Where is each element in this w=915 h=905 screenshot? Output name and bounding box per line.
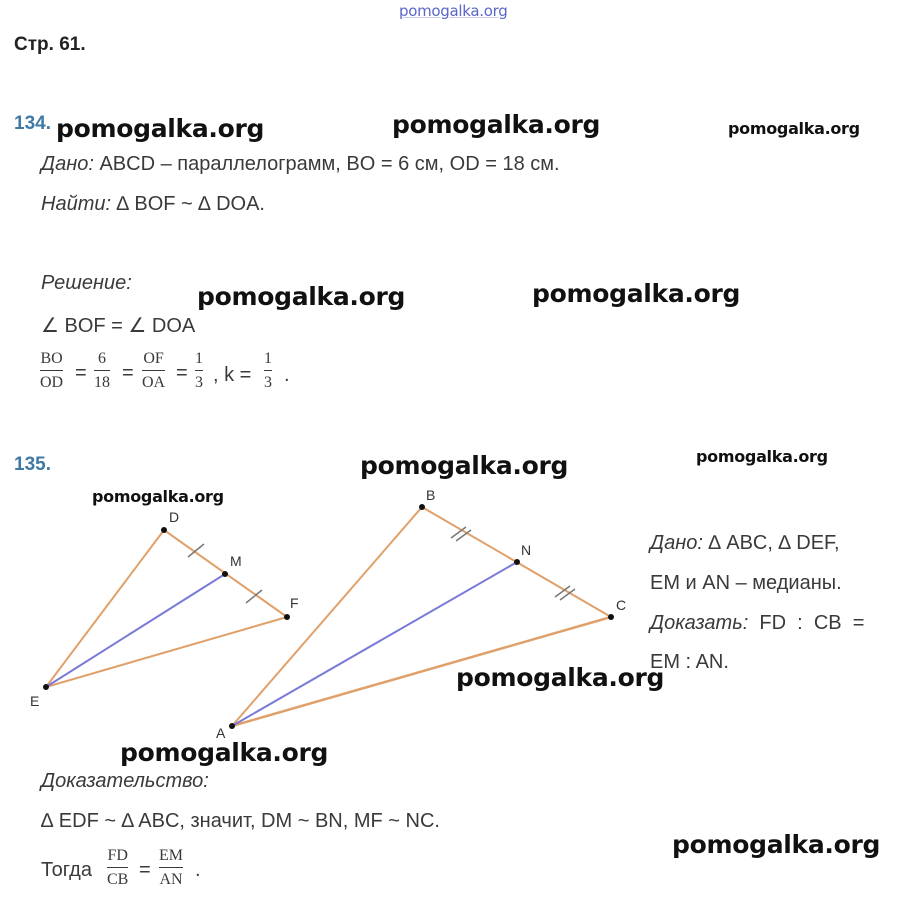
period: . [284,364,290,386]
median-em [46,574,225,687]
watermark-large: pomogalka.org [197,282,406,311]
fraction-k [264,350,272,392]
side-ab [232,507,422,726]
point-c [608,614,614,620]
equals-sign: = [75,362,87,384]
label-m: M [230,553,242,569]
task-135-given-line2: EM и AN – медианы. [650,572,842,594]
task-135-number: 135. [14,454,51,475]
watermark-large: pomogalka.org [532,279,741,308]
given-label: Дано: [650,532,703,554]
fraction-denominator: 3 [264,374,272,391]
label-e: E [30,693,40,709]
point-e [43,684,49,690]
watermark-large: pomogalka.org [56,114,265,143]
then-text: Тогда [41,859,92,881]
fraction-denominator: OD [40,374,64,391]
fraction-bo-od [40,350,63,392]
label-d: D [169,509,180,525]
given-label: Дано: [41,153,94,175]
equals-sign: = [139,859,151,881]
label-c: C [616,597,627,613]
median-an [232,562,517,726]
watermark-large: pomogalka.org [360,451,569,480]
equals-sign: = [122,362,134,384]
fraction-denominator: AN [159,871,183,888]
fraction-numerator: BO [40,350,63,367]
task-134-angle-line: ∠ BOF = ∠ DOA [41,315,196,337]
label-n: N [521,542,532,558]
fraction-numerator: FD [107,847,128,864]
fraction-6-18 [94,350,110,392]
side-de [46,530,164,687]
prove-label: Доказать: [650,612,749,634]
fraction-numerator: EM [159,847,183,864]
task-135-prove-line2: EM : AN. [650,651,729,673]
find-label: Найти: [41,193,112,215]
task-135-prove [650,612,864,635]
fraction-numerator: 1 [264,350,272,367]
label-f: F [290,595,299,611]
task-134-number: 134. [14,113,51,134]
k-text: , k = [213,364,252,386]
side-ef [46,617,287,687]
fraction-numerator: 6 [98,350,106,367]
point-n [514,559,520,565]
fraction-em-an [159,847,183,889]
page-label: Стр. 61. [14,34,86,55]
task-134-solution-label: Решение: [41,272,132,294]
task-134-given [41,153,560,176]
fraction-denominator: OA [142,374,166,391]
watermark-small: pomogalka.org [92,487,224,506]
task-134-find [41,193,265,216]
prove-text: FD : CB = [748,612,865,634]
proof-line: ∆ EDF ~ ∆ ABC, значит, DM ~ BN, MF ~ NC. [41,810,440,832]
watermark-large: pomogalka.org [120,738,329,767]
triangles-diagram [0,470,640,750]
equals-sign: = [176,362,188,384]
fraction-1-3 [195,350,203,392]
watermark-small: pomogalka.org [696,447,828,466]
label-a: A [216,725,226,741]
point-a [229,723,235,729]
task-135-given [650,532,840,555]
label-b: B [426,487,436,503]
watermark-large: pomogalka.org [456,663,665,692]
watermark-large: pomogalka.org [392,110,601,139]
find-text: ∆ BOF ~ ∆ DOA. [111,193,265,215]
tick-dm [188,544,204,557]
watermark-small: pomogalka.org [728,119,860,138]
period: . [195,859,201,881]
point-f [284,614,290,620]
given-text: ABCD – параллелограмм, BO = 6 см, OD = 18 см. [93,153,560,175]
fraction-denominator: 3 [195,374,203,391]
fraction-denominator: 18 [94,374,110,391]
watermark-top: pomogalka.org [399,2,508,20]
watermark-large: pomogalka.org [672,830,881,859]
point-d [161,527,167,533]
fraction-numerator: OF [143,350,164,367]
point-b [419,504,425,510]
given-text: ∆ ABC, ∆ DEF, [702,532,840,554]
point-m [222,571,228,577]
fraction-of-oa [142,350,165,392]
fraction-numerator: 1 [195,350,203,367]
fraction-denominator: CB [107,871,129,888]
proof-label: Доказательство: [41,770,209,792]
fraction-fd-cb [107,847,128,889]
